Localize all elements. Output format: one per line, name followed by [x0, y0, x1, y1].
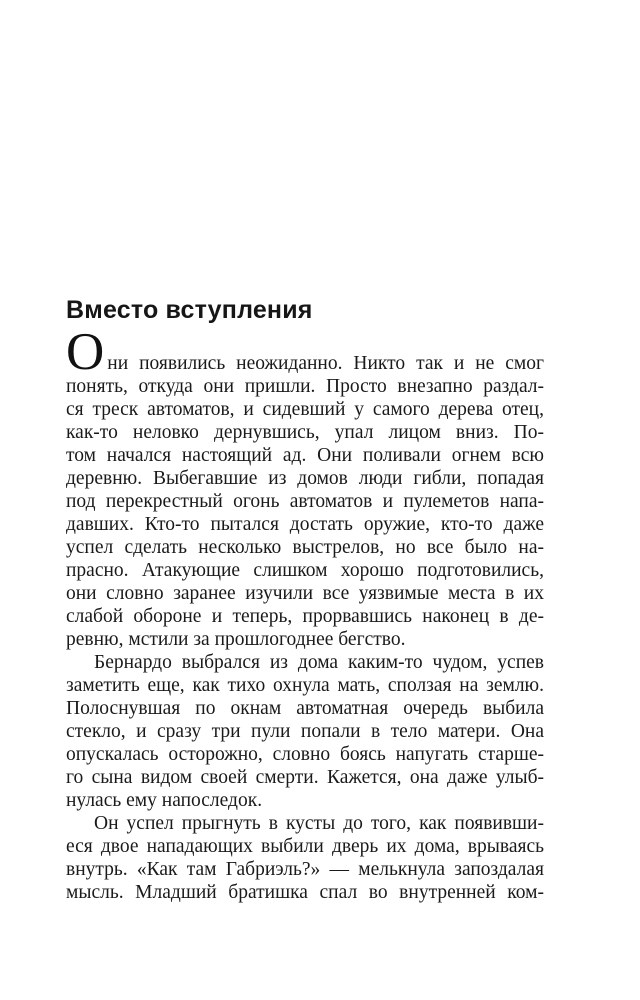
chapter-heading: Вместо вступления: [66, 296, 313, 324]
text-line: Бернардо выбрался из дома каким-то чудом, успев: [94, 652, 544, 673]
body-text: [66, 323, 544, 904]
text-line: Он успел прыгнуть в кусты до того, как появивши-: [94, 813, 544, 834]
text-line: ревню, мстили за прошлогоднее бегство.: [66, 629, 406, 650]
text-line: том начался настоящий ад. Они поливали огнем всю: [66, 445, 544, 466]
text-line: Полоснувшая по окнам автоматная очередь выбила: [66, 698, 544, 719]
text-line: го сына видом своей смерти. Кажется, она даже улыб-: [66, 767, 544, 788]
text-line: мысль. Младший братишка спал во внутренней ком-: [66, 882, 544, 903]
text-line: опускалась осторожно, словно боясь напугать старше-: [66, 744, 544, 765]
text-line: понять, откуда они пришли. Просто внезапно раздал-: [66, 376, 544, 397]
text-line: давших. Кто-то пытался достать оружие, кто-то даже: [66, 514, 544, 535]
text-line: слабой обороне и теперь, прорвавшись наконец в де-: [66, 606, 544, 627]
text-line: стекло, и сразу три пули попали в тело матери. Она: [66, 721, 544, 742]
text-line: как-то неловко дернувшись, упал лицом вниз. По-: [66, 422, 544, 443]
text-line: под перекрестный огонь автоматов и пулеметов напа-: [66, 491, 544, 512]
text-line: заметить еще, как тихо охнула мать, сползая на землю.: [66, 675, 544, 696]
text-line: они словно заранее изучили все уязвимые места в их: [66, 583, 544, 604]
text-line: деревню. Выбегавшие из домов люди гибли, попадая: [66, 468, 544, 489]
initial-cap: О: [66, 323, 105, 381]
text-line: прасно. Атакующие слишком хорошо подготовились,: [66, 560, 544, 581]
text-line: ся треск автоматов, и сидевший у самого дерева отец,: [66, 399, 544, 420]
text-line: успел сделать несколько выстрелов, но все было на-: [66, 537, 544, 558]
text-line: нулась ему напоследок.: [66, 790, 263, 811]
text-line: Они появились неожиданно. Никто так и не смог: [66, 323, 544, 381]
text-line: еся двое нападающих выбили дверь их дома, врываясь: [66, 836, 544, 857]
text-column: [66, 295, 544, 904]
text-line: внутрь. «Как там Габриэль?» — мелькнула запоздалая: [66, 859, 544, 880]
